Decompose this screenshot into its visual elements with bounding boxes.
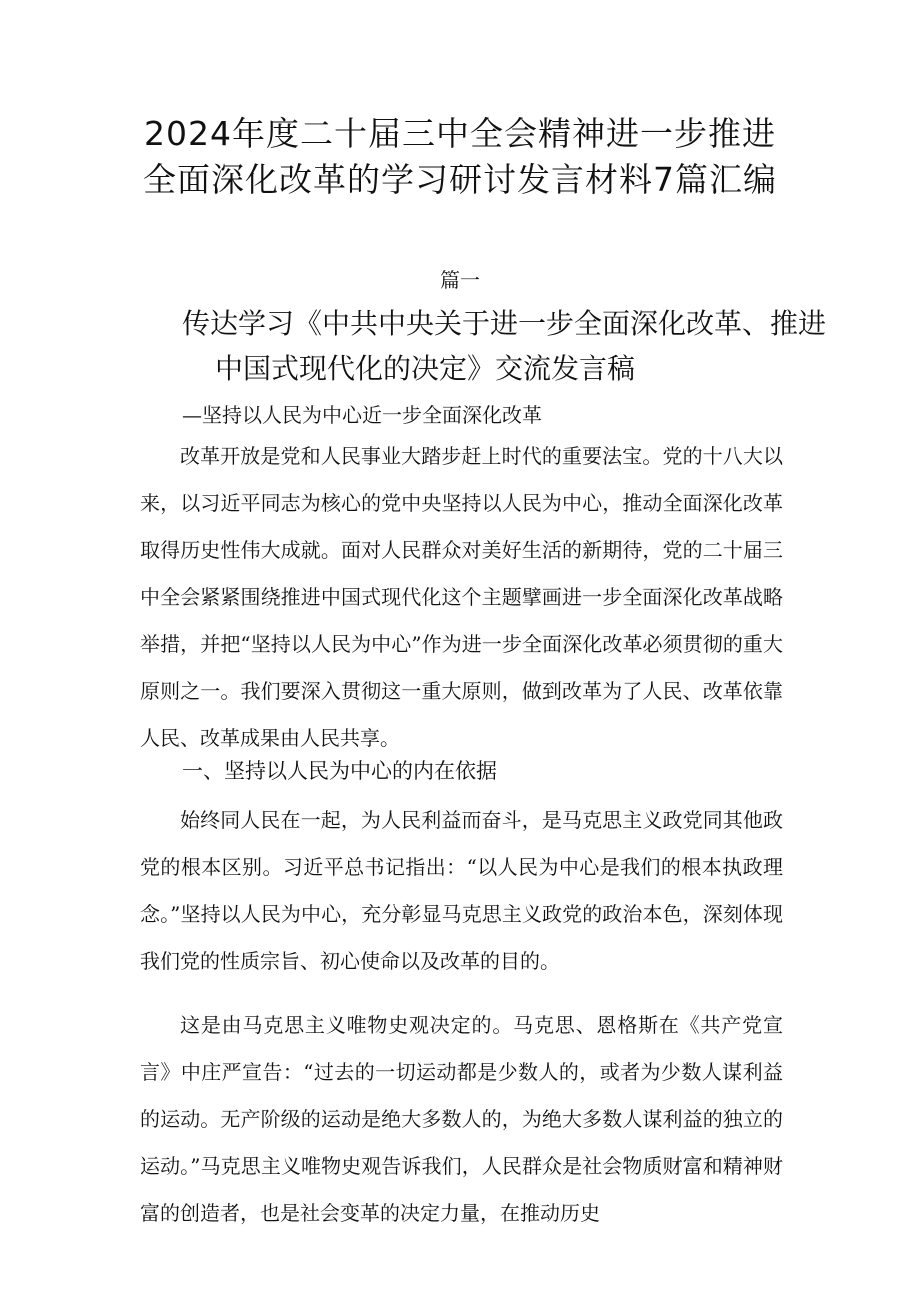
speech-subtitle: —坚持以人民为中心近一步全面深化改革 — [182, 403, 542, 427]
document-title-line-1: 2024年度二十届三中全会精神进一步推进 — [144, 114, 776, 153]
paragraph-intro: 改革开放是党和人民事业大踏步赶上时代的重要法宝。党的十八大以来，以习近平同志为核心的党中央坚持以人民为中心，推动全面深化改革取得历史性伟大成就。面对人民群众对美好生活的新期待，党的二十届三中全会紧紧围绕推进中国式现代化这个主题擘画进一步全面深化改革战略举措，并把“坚持以人民为中心”作为进一步全面深化改革必须贯彻的重大原则之一。我们要深入贯彻这一重大原则，做到改革为了人民、改革依靠人民、改革成果由人民共享。 — [140, 444, 783, 750]
paragraph-3: 这是由马克思主义唯物史观决定的。马克思、恩格斯在《共产党宣言》中庄严宣告：“过去的一切运动都是少数人的，或者为少数人谋利益的运动。无产阶级的运动是绝大多数人的，为绝大多数人谋利益的独立的运动。”马克思主义唯物史观告诉我们，人民群众是社会物质财富和精神财富的创造者，也是社会变革的决定力量，在推动历史 — [140, 1013, 783, 1225]
speech-title-line-2: 中国式现代化的决定》交流发言稿 — [215, 352, 636, 385]
document-title-line-2: 全面深化改革的学习研讨发言材料7篇汇编 — [143, 160, 777, 199]
section-label: 篇一 — [440, 268, 480, 292]
speech-title-line-1: 传达学习《中共中央关于进一步全面深化改革、推进 — [182, 307, 827, 340]
section-heading-1: 一、坚持以人民为中心的内在依据 — [182, 759, 497, 783]
paragraph-2: 始终同人民在一起，为人民利益而奋斗，是马克思主义政党同其他政党的根本区别。习近平总书记指出：“以人民为中心是我们的根本执政理念。”坚持以人民为中心，充分彰显马克思主义政党的政治本色，深刻体现我们党的性质宗旨、初心使命以及改革的目的。 — [140, 808, 783, 973]
